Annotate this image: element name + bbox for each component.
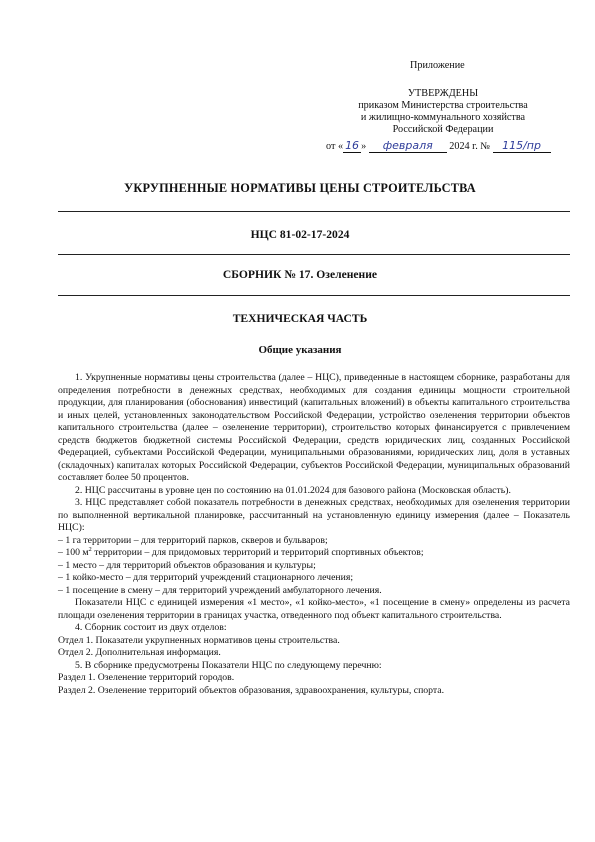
list-item-start: – 100 м [58,547,89,558]
list-item: – 1 койко-место – для территорий учреждений стационарного лечения; [58,572,354,583]
date-prefix: от « [326,141,344,152]
standard-code: НЦС 81-02-17-2024 [250,228,350,241]
date-mid: » [361,141,369,152]
handwritten-day: 16 [345,139,360,152]
handwritten-order-number: 115/пр [493,140,551,153]
list-item [58,547,570,560]
list-item: – 1 га территории – для территорий парков, скверов и бульваров; [58,534,328,546]
list-item: Раздел 2. Озеленение территорий объектов образования, здравоохранения, культуры, спорта. [58,684,445,696]
document-title: УКРУПНЕННЫЕ НОРМАТИВЫ ЦЕНЫ СТРОИТЕЛЬСТВА [124,181,476,195]
subsection-title: Общие указания [258,344,342,356]
list-item: Раздел 1. Озеленение территорий городов. [58,672,235,683]
handwritten-month: февраля [369,140,447,153]
paragraph: 1. Укрупненные нормативы цены строительства (далее – НЦС), приведенные в настоящем сборнике, разработаны для определения потребности в денежных средствах, необходимых для создания единицы мощности строительной продукции, для планирования (обоснования) инвестиций (капитальных вложений) в объекты капитального строительства и иных целей, установленных законодательством Российской Федерации, устройство озеленения территории объектов капитального строительства (далее – озеленение территории), строительство которых финансируется с привлечением средств бюджетов бюджетной системы Российской Федерации, средств юридических лиц, созданных Российской Федерацией, субъектами Российской Федерации, муниципальными образованиями, юридических лиц, доля в уставных (складочных) капиталах которых Российской Федерации, субъектов Российской Федерации, муниципальных образований составляет более 50 процентов. [58,372,570,483]
approval-line-2: и жилищно-коммунального хозяйства [360,112,526,123]
paragraph: 2. НЦС рассчитаны в уровне цен по состоянию на 01.01.2024 для базового района (Московская область). [75,484,511,496]
list-item: – 1 посещение в смену – для территорий учреждений амбулаторного лечения. [58,584,382,596]
superscript: 2 [88,545,92,553]
paragraph: 3. НЦС представляет собой показатель потребности в денежных средствах, необходимых для озеленения территории по выполненной вертикальной планировке, рассчитанный на установленную единицу измерения (далее – Показатель НЦС): [58,497,570,533]
body-text [58,372,570,697]
approved-label: УТВЕРЖДЕНЫ [407,88,479,99]
approval-line-1: приказом Министерства строительства [358,100,528,111]
divider [58,211,570,212]
section-title: ТЕХНИЧЕСКАЯ ЧАСТЬ [232,312,368,325]
approval-line-3: Российской Федерации [392,124,494,135]
paragraph: 5. В сборнике предусмотрены Показатели НЦС по следующему перечню: [75,659,382,671]
list-item: Отдел 1. Показатели укрупненных нормативов цены строительства. [58,634,340,646]
appendix-label: Приложение [410,60,465,71]
paragraph: Показатели НЦС с единицей измерения «1 место», «1 койко-место», «1 посещение в смену» определены из расчета площади озеленения территории в границах участка, отведенного под объект капитального строительства. [58,597,570,621]
approval-stamp [318,88,568,136]
collection-title: СБОРНИК № 17. Озеленение [222,268,378,281]
paragraph: 4. Сборник состоит из двух отделов: [75,622,227,633]
list-item: – 1 место – для территорий объектов образования и культуры; [58,559,316,571]
list-item: Отдел 2. Дополнительная информация. [58,647,221,658]
approval-date-line [326,140,551,153]
list-item-end: территории – для придомовых территорий и территорий спортивных объектов; [91,547,424,558]
divider [58,295,570,296]
date-year: 2024 г. № [446,141,491,152]
divider [58,254,570,255]
